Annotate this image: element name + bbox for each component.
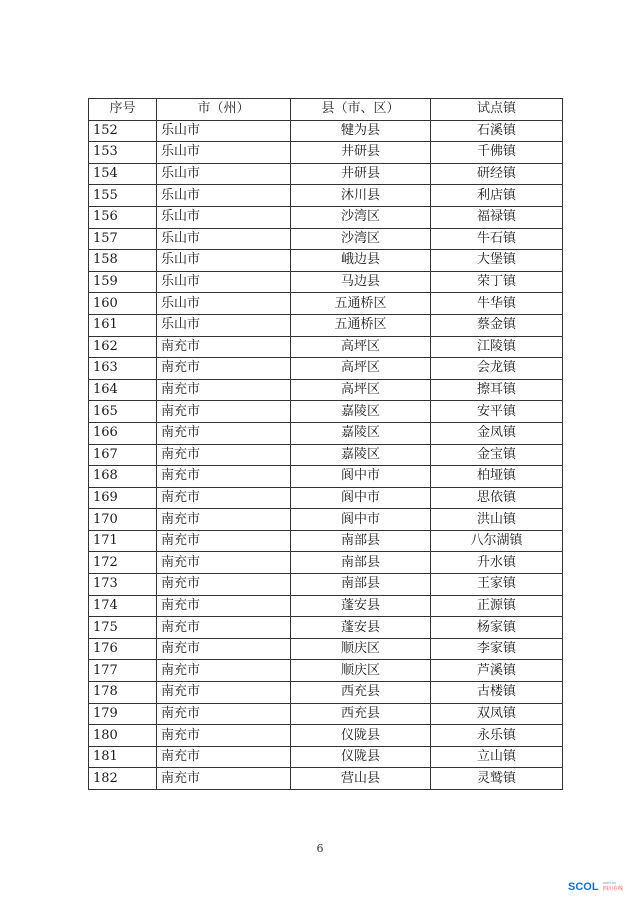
row-county: 仪陇县: [291, 746, 431, 768]
row-index: 161: [89, 314, 157, 336]
row-town: 灵鹫镇: [431, 768, 563, 790]
table-row: [89, 638, 563, 660]
header-county: 县（市、区）: [291, 99, 431, 121]
row-city: 南充市: [157, 725, 291, 747]
row-county: 五通桥区: [291, 293, 431, 315]
table-row: [89, 574, 563, 596]
row-town: 擦耳镇: [431, 379, 563, 401]
row-town: 杨家镇: [431, 617, 563, 639]
svg-text:四川在线: 四川在线: [603, 886, 624, 892]
row-county: 五通桥区: [291, 314, 431, 336]
row-county: 沙湾区: [291, 206, 431, 228]
table-row: [89, 768, 563, 790]
row-index: 165: [89, 401, 157, 423]
row-city: 乐山市: [157, 163, 291, 185]
page-number: 6: [316, 842, 324, 855]
row-town: 八尔湖镇: [431, 530, 563, 552]
row-index: 180: [89, 725, 157, 747]
table-row: [89, 336, 563, 358]
row-index: 160: [89, 293, 157, 315]
table-row: [89, 617, 563, 639]
row-index: 152: [89, 120, 157, 142]
row-county: 阆中市: [291, 466, 431, 488]
row-county: 顺庆区: [291, 638, 431, 660]
row-index: 176: [89, 638, 157, 660]
row-index: 157: [89, 228, 157, 250]
row-index: 182: [89, 768, 157, 790]
row-town: 大堡镇: [431, 250, 563, 272]
row-index: 175: [89, 617, 157, 639]
row-index: 155: [89, 185, 157, 207]
svg-text:SCOL: SCOL: [568, 881, 599, 893]
row-index: 170: [89, 509, 157, 531]
row-town: 立山镇: [431, 746, 563, 768]
header-city: 市（州）: [157, 99, 291, 121]
row-index: 178: [89, 682, 157, 704]
row-city: 南充市: [157, 444, 291, 466]
row-city: 乐山市: [157, 185, 291, 207]
row-city: 乐山市: [157, 314, 291, 336]
row-town: 研经镇: [431, 163, 563, 185]
row-city: 南充市: [157, 530, 291, 552]
table-row: [89, 120, 563, 142]
row-town: 福禄镇: [431, 206, 563, 228]
row-index: 162: [89, 336, 157, 358]
row-index: 156: [89, 206, 157, 228]
row-town: 双凤镇: [431, 703, 563, 725]
row-city: 乐山市: [157, 228, 291, 250]
table-row: [89, 293, 563, 315]
table-row: [89, 509, 563, 531]
row-county: 西充县: [291, 682, 431, 704]
row-town: 洪山镇: [431, 509, 563, 531]
row-county: 营山县: [291, 768, 431, 790]
row-county: 峨边县: [291, 250, 431, 272]
table-row: [89, 206, 563, 228]
row-town: 古楼镇: [431, 682, 563, 704]
table-row: [89, 746, 563, 768]
row-county: 南部县: [291, 574, 431, 596]
table-row: [89, 595, 563, 617]
row-county: 阆中市: [291, 487, 431, 509]
table-row: [89, 660, 563, 682]
row-index: 158: [89, 250, 157, 272]
row-town: 牛石镇: [431, 228, 563, 250]
table-row: [89, 530, 563, 552]
row-index: 172: [89, 552, 157, 574]
row-town: 荣丁镇: [431, 271, 563, 293]
row-city: 南充市: [157, 358, 291, 380]
table-row: [89, 444, 563, 466]
header-town: 试点镇: [431, 99, 563, 121]
row-town: 金宝镇: [431, 444, 563, 466]
row-town: 安平镇: [431, 401, 563, 423]
row-county: 南部县: [291, 552, 431, 574]
row-city: 南充市: [157, 401, 291, 423]
table-row: [89, 401, 563, 423]
row-index: 174: [89, 595, 157, 617]
row-city: 乐山市: [157, 206, 291, 228]
row-town: 芦溪镇: [431, 660, 563, 682]
row-city: 乐山市: [157, 293, 291, 315]
table-row: [89, 271, 563, 293]
table-row: [89, 552, 563, 574]
row-town: 金凤镇: [431, 422, 563, 444]
row-city: 南充市: [157, 682, 291, 704]
table-row: [89, 725, 563, 747]
row-city: 乐山市: [157, 120, 291, 142]
row-town: 思依镇: [431, 487, 563, 509]
row-town: 永乐镇: [431, 725, 563, 747]
row-county: 顺庆区: [291, 660, 431, 682]
row-city: 南充市: [157, 638, 291, 660]
scol-watermark-logo: [568, 878, 628, 896]
scol-logo-icon: [568, 878, 628, 896]
row-city: 南充市: [157, 746, 291, 768]
table-row: [89, 703, 563, 725]
row-index: 179: [89, 703, 157, 725]
row-city: 南充市: [157, 487, 291, 509]
row-city: 南充市: [157, 552, 291, 574]
row-index: 166: [89, 422, 157, 444]
row-city: 乐山市: [157, 142, 291, 164]
row-county: 高坪区: [291, 336, 431, 358]
row-county: 高坪区: [291, 358, 431, 380]
row-town: 牛华镇: [431, 293, 563, 315]
row-city: 南充市: [157, 574, 291, 596]
row-index: 181: [89, 746, 157, 768]
table-row: [89, 422, 563, 444]
row-city: 南充市: [157, 379, 291, 401]
row-county: 井研县: [291, 163, 431, 185]
row-city: 南充市: [157, 617, 291, 639]
row-town: 柏垭镇: [431, 466, 563, 488]
row-city: 乐山市: [157, 250, 291, 272]
row-town: 蔡金镇: [431, 314, 563, 336]
table-row: [89, 163, 563, 185]
row-town: 石溪镇: [431, 120, 563, 142]
row-city: 乐山市: [157, 271, 291, 293]
row-county: 沙湾区: [291, 228, 431, 250]
row-county: 高坪区: [291, 379, 431, 401]
row-index: 169: [89, 487, 157, 509]
row-county: 井研县: [291, 142, 431, 164]
table-row: [89, 466, 563, 488]
row-town: 利店镇: [431, 185, 563, 207]
table-row: [89, 314, 563, 336]
table-row: [89, 379, 563, 401]
table-header-row: [89, 99, 563, 121]
row-index: 177: [89, 660, 157, 682]
row-town: 李家镇: [431, 638, 563, 660]
row-city: 南充市: [157, 595, 291, 617]
svg-text:com.cn: com.cn: [603, 880, 616, 885]
row-town: 王家镇: [431, 574, 563, 596]
row-index: 171: [89, 530, 157, 552]
row-county: 南部县: [291, 530, 431, 552]
table-row: [89, 487, 563, 509]
row-town: 江陵镇: [431, 336, 563, 358]
row-county: 沐川县: [291, 185, 431, 207]
row-town: 升水镇: [431, 552, 563, 574]
row-county: 嘉陵区: [291, 444, 431, 466]
row-county: 嘉陵区: [291, 401, 431, 423]
row-county: 蓬安县: [291, 617, 431, 639]
row-county: 嘉陵区: [291, 422, 431, 444]
row-city: 南充市: [157, 336, 291, 358]
row-index: 159: [89, 271, 157, 293]
row-city: 南充市: [157, 703, 291, 725]
row-city: 南充市: [157, 509, 291, 531]
row-city: 南充市: [157, 660, 291, 682]
row-county: 蓬安县: [291, 595, 431, 617]
row-index: 153: [89, 142, 157, 164]
table-row: [89, 142, 563, 164]
table-row: [89, 358, 563, 380]
row-index: 163: [89, 358, 157, 380]
row-index: 164: [89, 379, 157, 401]
row-county: 马边县: [291, 271, 431, 293]
row-city: 南充市: [157, 768, 291, 790]
pilot-town-table: [88, 98, 563, 790]
row-index: 173: [89, 574, 157, 596]
row-city: 南充市: [157, 422, 291, 444]
row-county: 西充县: [291, 703, 431, 725]
row-county: 犍为县: [291, 120, 431, 142]
table-row: [89, 185, 563, 207]
table-row: [89, 682, 563, 704]
header-index: 序号: [89, 99, 157, 121]
row-index: 168: [89, 466, 157, 488]
row-town: 会龙镇: [431, 358, 563, 380]
table-body: [89, 120, 563, 789]
table-row: [89, 250, 563, 272]
row-county: 仪陇县: [291, 725, 431, 747]
row-index: 167: [89, 444, 157, 466]
table-row: [89, 228, 563, 250]
row-index: 154: [89, 163, 157, 185]
row-city: 南充市: [157, 466, 291, 488]
row-town: 正源镇: [431, 595, 563, 617]
row-town: 千佛镇: [431, 142, 563, 164]
row-county: 阆中市: [291, 509, 431, 531]
